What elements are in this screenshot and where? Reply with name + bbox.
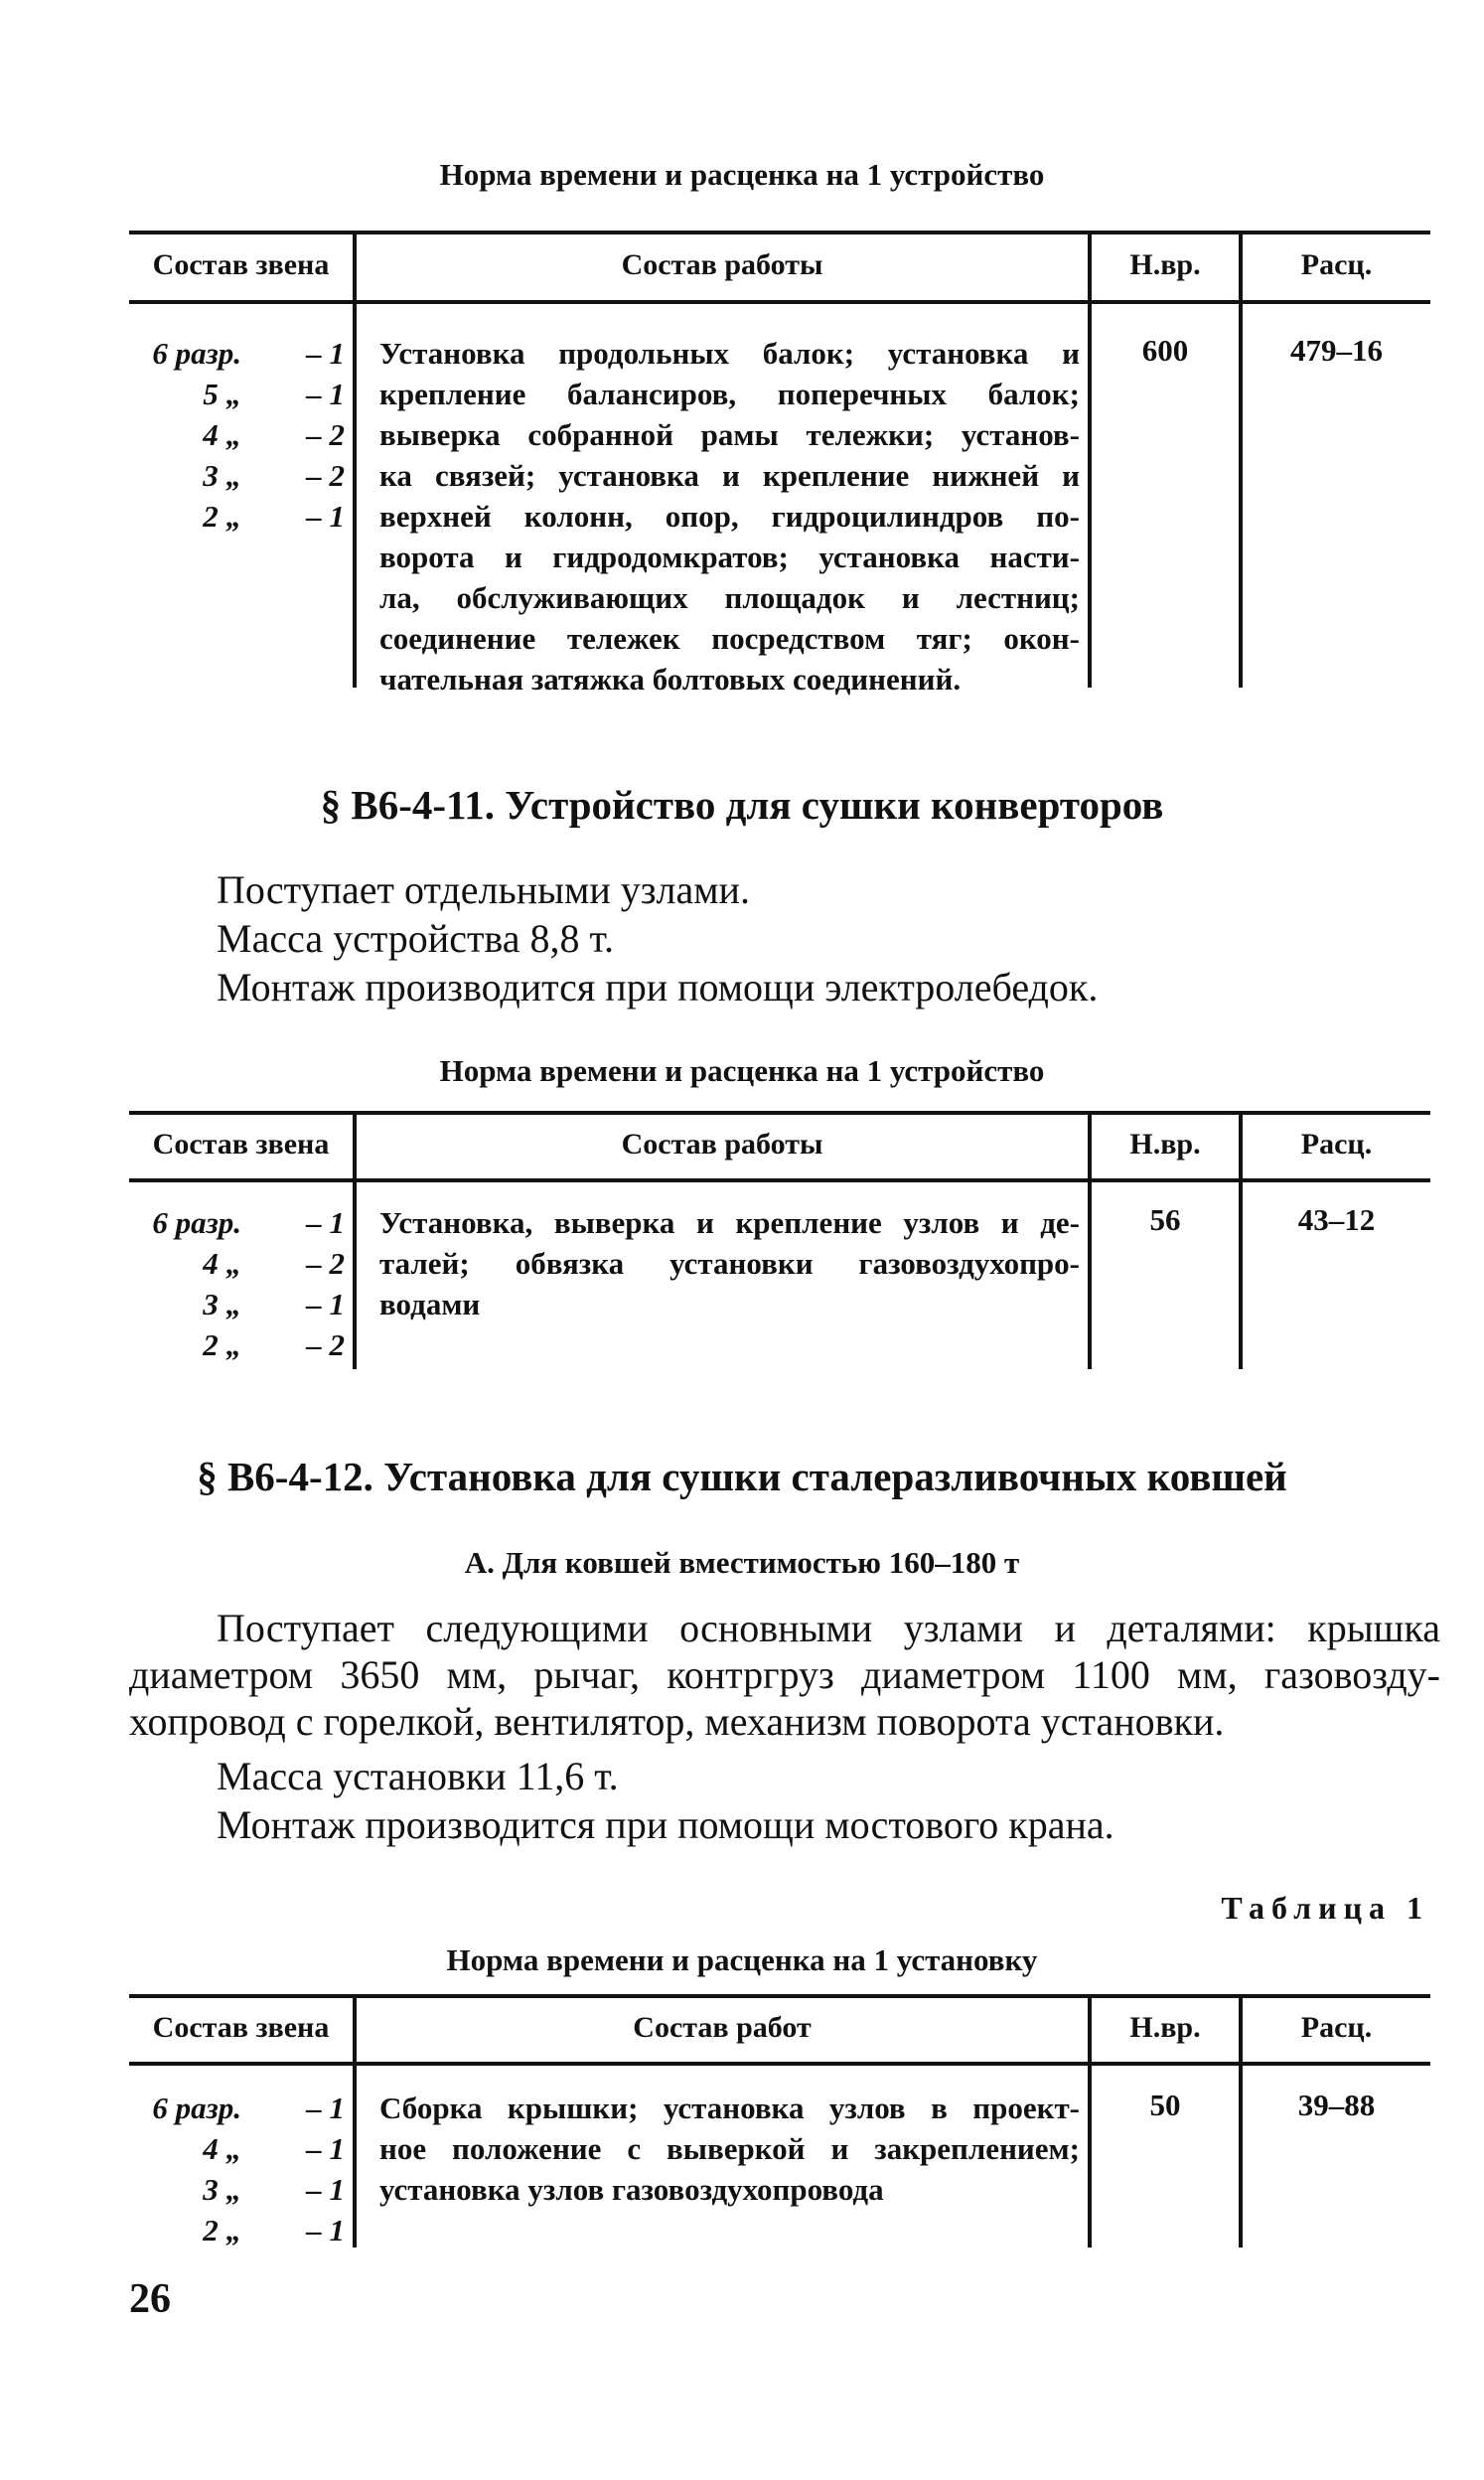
- rate-value: 43–12: [1297, 1202, 1376, 1237]
- table-top-rule: [129, 1111, 1430, 1115]
- table-header-rule: [129, 2062, 1430, 2066]
- crew-row: 3 „ – 2: [203, 458, 345, 493]
- table-top-rule: [129, 231, 1430, 234]
- norm-table-2: [129, 1111, 1430, 1369]
- rate-value: 39–88: [1297, 2088, 1376, 2122]
- crew-row: 6 разр. – 1: [152, 336, 345, 371]
- body-line: Монтаж производится при помощи мостового крана.: [217, 1802, 1114, 1847]
- table2-caption: Норма времени и расценка на 1 устройство: [439, 1053, 1045, 1088]
- norm-value: 56: [1149, 1202, 1181, 1237]
- crew-row: 2 „ – 1: [203, 2213, 345, 2248]
- header-rate: Расц.: [1300, 1128, 1373, 1161]
- work-description: Установка продольных балок; установка и крепление балансиров, поперечных балок; выверка собранной рамы тележки; установ- ка связей; установка и крепление нижней и верхней колонн, опор, гидроцилиндров по- ворота и гидродомкратов; установка насти- ла, обслуживающих площадок и лестниц; соединение тележек посредством тяг; окон- чательная затяжка болтовых соединений.: [379, 336, 1080, 697]
- page-number: 26: [129, 2276, 171, 2322]
- crew-row: 3 „ – 1: [203, 1287, 345, 1321]
- section-heading: § В6-4-12. Установка для сушки сталеразливочных ковшей: [197, 1454, 1287, 1499]
- crew-row: 6 разр. – 1: [152, 2091, 345, 2125]
- crew-row: 5 „ – 1: [203, 377, 345, 411]
- table-top-rule: [129, 1994, 1430, 1998]
- header-work: Состав работы: [621, 248, 823, 281]
- body-paragraph: Поступает следующими основными узлами и деталями: крышка диаметром 3650 мм, рычаг, контргруз диаметром 1100 мм, газовозду- хопровод с горелкой, вентилятор, механизм поворота установки.: [129, 1606, 1440, 1744]
- crew-row: 2 „ – 2: [203, 1327, 345, 1362]
- crew-row: 3 „ – 1: [203, 2172, 345, 2207]
- body-line: Монтаж производится при помощи электролебедок.: [217, 965, 1099, 1009]
- crew-row: 2 „ – 1: [203, 499, 345, 534]
- work-description: Установка, выверка и крепление узлов и де- талей; обвязка установки газовоздухопро- водами: [379, 1205, 1080, 1321]
- crew-row: 4 „ – 1: [203, 2131, 345, 2166]
- body-line: Поступает отдельными узлами.: [217, 867, 750, 912]
- header-norm: Н.вр.: [1129, 248, 1201, 281]
- table-header-rule: [129, 1178, 1430, 1182]
- section-heading: § В6-4-11. Устройство для сушки конверторов: [320, 782, 1164, 828]
- work-description: Сборка крышки; установка узлов в проект- ное положение с выверкой и закреплением; установка узлов газовоздухопровода: [379, 2091, 1080, 2207]
- norm-table-3: [129, 1994, 1430, 2248]
- body-line: Масса устройства 8,8 т.: [217, 916, 615, 961]
- header-rate: Расц.: [1300, 248, 1373, 281]
- table1-caption: Норма времени и расценка на 1 устройство: [439, 157, 1045, 192]
- rate-value: 479–16: [1290, 333, 1383, 368]
- header-crew: Состав звена: [152, 248, 330, 281]
- crew-row: 6 разр. – 1: [152, 1205, 345, 1240]
- body-line: Масса установки 11,6 т.: [217, 1754, 619, 1798]
- header-work: Состав работы: [621, 1128, 823, 1161]
- section-subheading: А. Для ковшей вместимостью 160–180 т: [464, 1545, 1020, 1580]
- table-header-rule: [129, 300, 1430, 304]
- header-norm: Н.вр.: [1129, 2011, 1201, 2044]
- crew-row: 4 „ – 2: [203, 417, 345, 452]
- header-crew: Состав звена: [152, 1128, 330, 1161]
- crew-composition: [141, 1202, 365, 1365]
- norm-value: 50: [1149, 2088, 1181, 2122]
- table-number-label: Таблица 1: [1221, 1890, 1429, 1926]
- header-norm: Н.вр.: [1129, 1128, 1201, 1161]
- column-divider: [1088, 231, 1092, 688]
- table3-caption: Норма времени и расценка на 1 установку: [446, 1942, 1038, 1977]
- crew-composition: [141, 333, 365, 537]
- crew-row: 4 „ – 2: [203, 1246, 345, 1281]
- crew-composition: [141, 2088, 365, 2250]
- column-divider: [1239, 231, 1243, 688]
- header-rate: Расц.: [1300, 2011, 1373, 2044]
- norm-table-1: [129, 231, 1430, 697]
- norm-value: 600: [1141, 333, 1189, 368]
- header-work: Состав работ: [633, 2011, 812, 2044]
- header-crew: Состав звена: [152, 2011, 330, 2044]
